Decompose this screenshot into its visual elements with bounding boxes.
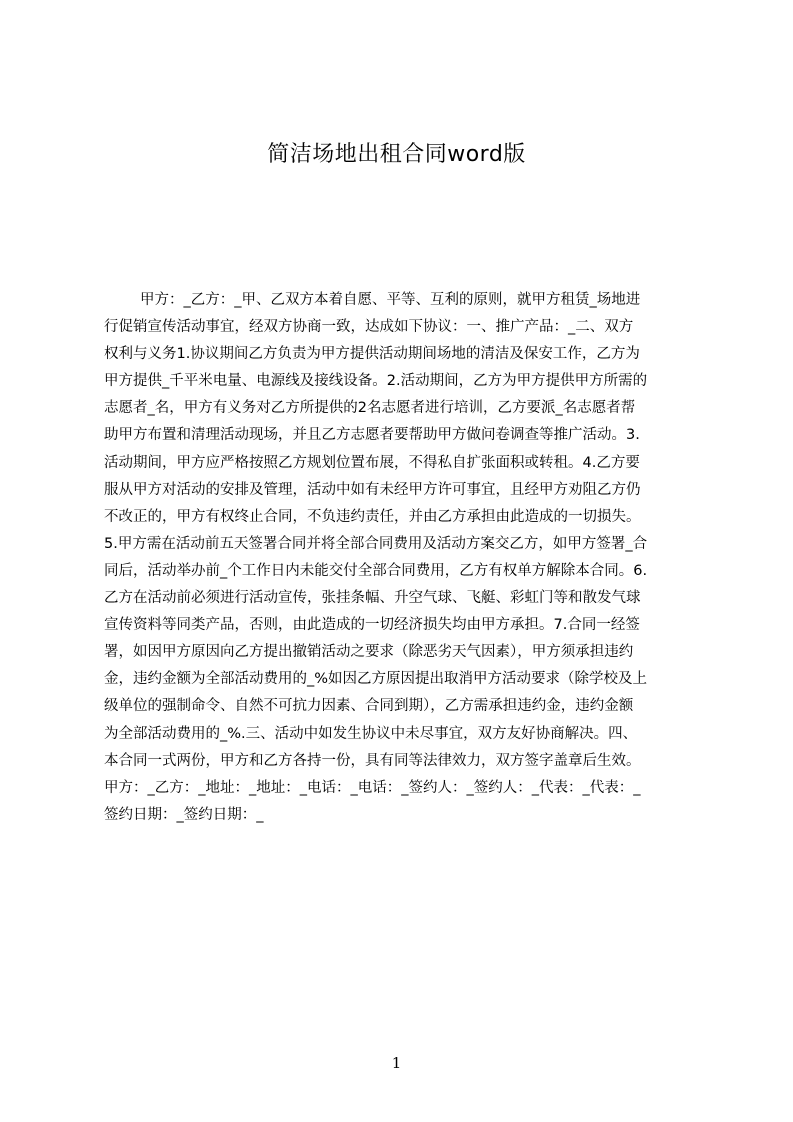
body-line: 署，如因甲方原因向乙方提出撤销活动之要求（除恶劣天气因素），甲方须承担违约 (104, 644, 634, 661)
body-line: 服从甲方对活动的安排及管理，活动中如有未经甲方许可事宜，且经甲方劝阻乙方仍 (104, 481, 641, 498)
body-line: 宣传资料等同类产品，否则，由此造成的一切经济损失均由甲方承担。7.合同一经签 (104, 617, 640, 634)
body-line: 助甲方布置和清理活动现场，并且乙方志愿者要帮助甲方做问卷调查等推广活动。3. (104, 427, 640, 444)
body-line: 行促销宣传活动事宜，经双方协商一致，达成如下协议：一、推广产品：_二、双方 (104, 319, 634, 336)
body-line: 签约日期：_签约日期：_ (104, 806, 264, 823)
body-line: 志愿者_名，甲方有义务对乙方所提供的2名志愿者进行培训，乙方要派_名志愿者帮 (104, 400, 636, 417)
body-line: 活动期间，甲方应严格按照乙方规划位置布展，不得私自扩张面积或转租。4.乙方要 (104, 454, 640, 471)
body-line: 金，违约金额为全部活动费用的_%如因乙方原因提出取消甲方活动要求（除学校及上 (104, 671, 648, 688)
body-line: 不改正的，甲方有权终止合同，不负违约责任，并由乙方承担由此造成的一切损失。 (104, 508, 641, 525)
body-line: 甲方提供_千平米电量、电源线及接线设备。2.活动期间，乙方为甲方提供甲方所需的 (104, 373, 648, 390)
body-line: 本合同一式两份，甲方和乙方各持一份，具有同等法律效力，双方签字盖章后生效。 (104, 752, 641, 769)
body-line: 级单位的强制命令、自然不可抗力因素、合同到期），乙方需承担违约金，违约金额 (104, 698, 634, 715)
contract-body (104, 287, 698, 827)
page-title: 简洁场地出租合同word版 (267, 142, 526, 167)
page-number: 1 (391, 1054, 402, 1072)
body-line: 乙方在活动前必须进行活动宣传，张挂条幅、升空气球、飞艇、彩虹门等和散发气球 (104, 590, 641, 607)
body-line: 为全部活动费用的_%.三、活动中如发生协议中未尽事宜，双方友好协商解决。四、 (104, 725, 638, 742)
body-line: 甲方：_乙方：_甲、乙双方本着自愿、平等、互利的原则，就甲方租赁_场地进 (140, 292, 641, 308)
body-line: 同后，活动举办前_个工作日内未能交付全部合同费用，乙方有权单方解除本合同。6. (104, 562, 648, 579)
body-line: 甲方：_乙方：_地址：_地址：_电话：_电话：_签约人：_签约人：_代表：_代表：_ (104, 779, 641, 796)
body-line: 5.甲方需在活动前五天签署合同并将全部合同费用及活动方案交乙方，如甲方签署_合 (104, 535, 648, 552)
body-line: 权利与义务1.协议期间乙方负责为甲方提供活动期间场地的清洁及保安工作，乙方为 (104, 346, 640, 363)
